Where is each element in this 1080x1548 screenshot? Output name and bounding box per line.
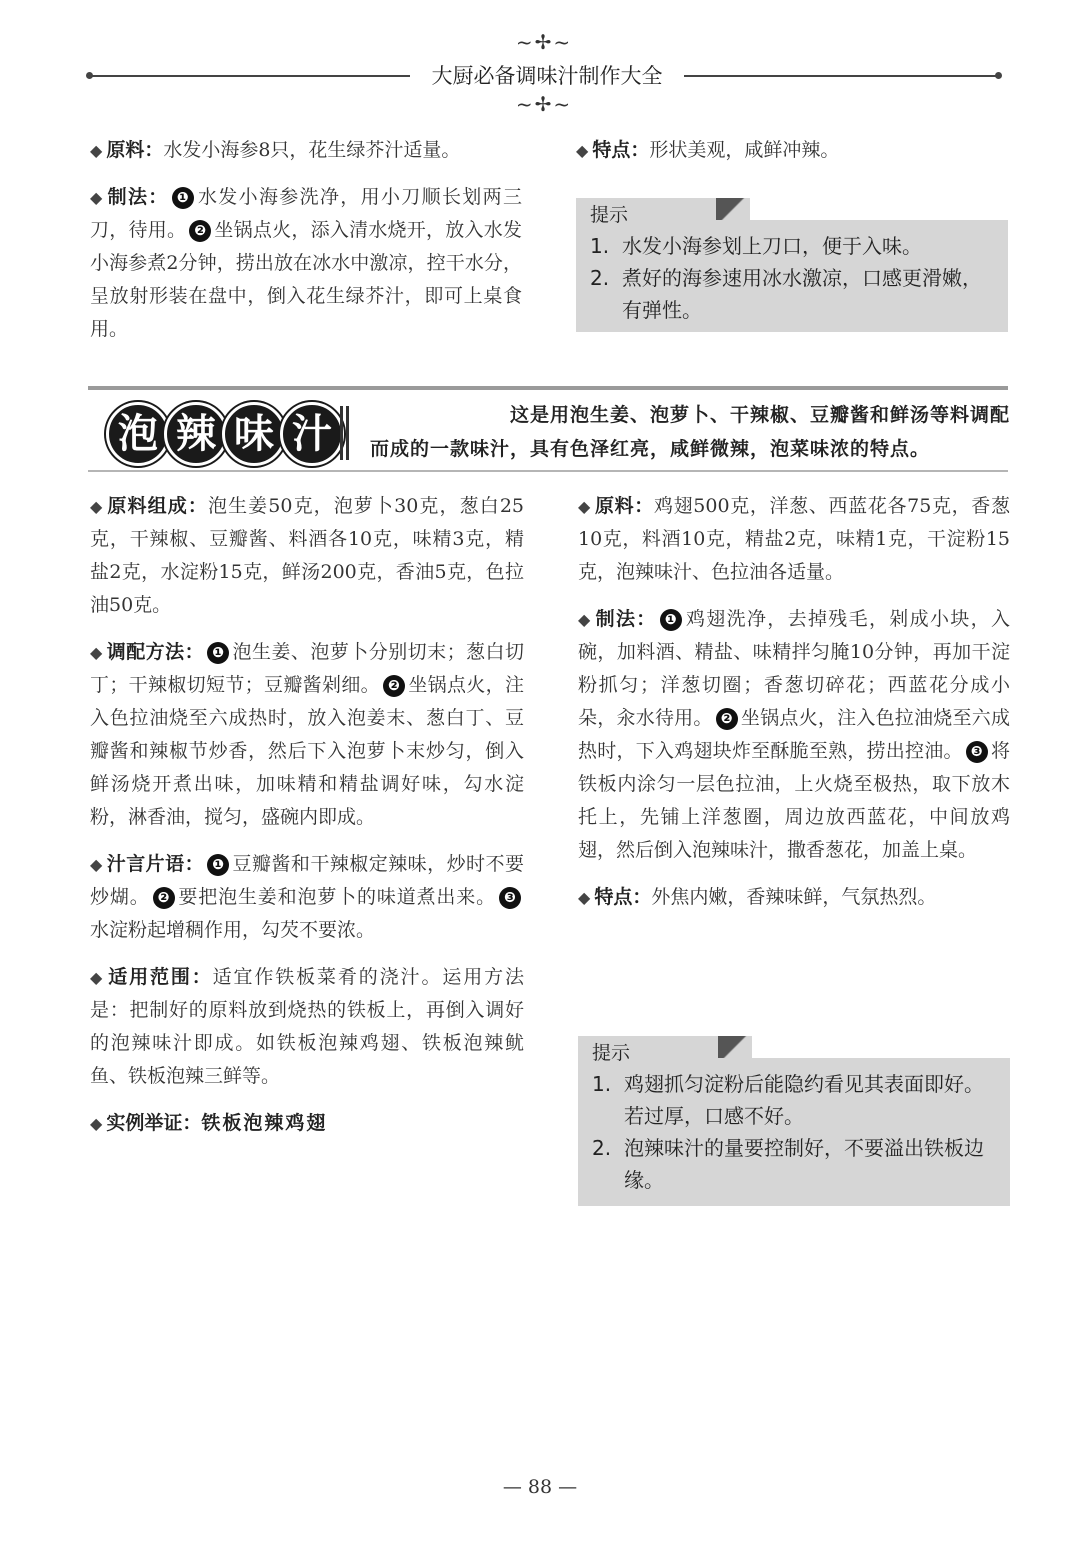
page-number: — 88 —	[502, 1476, 578, 1498]
prep-method	[90, 636, 524, 834]
header-ornament-bottom: ~✢~	[515, 92, 573, 116]
dish-method-step-1: 鸡翅洗净，去掉残毛，剁成小块，入碗，加料酒、精盐、味精拌匀腌10分钟，再加干淀粉抓匀；洋葱切圈；香葱切碎花；西蓝花分成小朵，汆水待用。	[578, 608, 1010, 729]
tip-text: 泡辣味汁的量要控制好，不要溢出铁板边缘。	[624, 1136, 984, 1192]
top-method-step-1: 水发小海参洗净，用小刀顺长划两三刀，待用。	[90, 186, 522, 241]
bullet-icon: ◆	[90, 141, 103, 160]
top-tip-label: 提示	[576, 198, 716, 232]
top-right-column	[576, 134, 1008, 181]
banner-divider	[346, 406, 349, 460]
bullet-icon: ◆	[90, 188, 104, 207]
sauce-title-char: 汁	[280, 402, 344, 466]
prep-step-1: 泡生姜、泡萝卜分别切末；葱白切丁；干辣椒切短节；豆瓣酱剁细。	[90, 641, 524, 696]
bullet-icon: ◆	[576, 141, 589, 160]
tip-text: 水发小海参划上刀口，便于入味。	[622, 234, 922, 258]
dish-tip-label: 提示	[578, 1036, 718, 1070]
bullet-icon: ◆	[90, 855, 103, 874]
header-rule-dot-right	[995, 72, 1002, 79]
dish-tip-box	[578, 1042, 1010, 1206]
top-ingredients	[90, 134, 522, 167]
bullet-icon: ◆	[90, 497, 104, 516]
sauce-title-char: 泡	[106, 402, 170, 466]
bullet-icon: ◆	[90, 643, 103, 662]
dish-ingredients-text: 鸡翅500克，洋葱、西蓝花各75克，香葱10克，料酒10克，精盐2克，味精1克，干淀粉15克，泡辣味汁、色拉油各适量。	[578, 495, 1010, 583]
top-ingredients-label: 原料：	[106, 139, 164, 161]
tip-tab-decoration	[716, 198, 750, 220]
bullet-icon: ◆	[578, 497, 591, 516]
dish-method	[578, 603, 1010, 867]
step-1-icon: ❶	[660, 609, 682, 631]
bullet-icon: ◆	[90, 1114, 103, 1133]
dish-ingredients-label: 原料：	[594, 495, 654, 517]
top-feature-text: 形状美观，咸鲜冲辣。	[649, 139, 840, 161]
usage-label: 适用范围：	[108, 966, 213, 988]
header-rule-left	[88, 75, 410, 77]
top-method-label: 制法：	[107, 186, 169, 208]
tip-item: 1. 鸡翅抓匀淀粉后能隐约看见其表面即好。若过厚，口感不好。	[592, 1068, 998, 1132]
step-3-icon: ❸	[966, 741, 988, 763]
running-header	[88, 30, 1000, 120]
step-2-icon: ❷	[383, 675, 405, 697]
dish-method-step-3: 将铁板内涂匀一层色拉油，上火烧至极热，取下放木托上，先铺上洋葱圈，周边放西蓝花，中间放鸡翅，然后倒入泡辣味汁，撒香葱花，加盖上桌。	[578, 740, 1010, 861]
notes-step-2: 要把泡生姜和泡萝卜的味道煮出来。	[177, 886, 496, 908]
sauce-intro-line-1: 这是用泡生姜、泡萝卜、干辣椒、豆瓣酱和鲜汤等料调配	[509, 404, 1010, 426]
bullet-icon: ◆	[90, 968, 105, 987]
sauce-intro-line-2: 而成的一款味汁，具有色泽红亮，咸鲜微辣，泡菜味浓的特点。	[370, 438, 931, 460]
example-label: 实例举证：	[106, 1112, 202, 1134]
tip-text: 鸡翅抓匀淀粉后能隐约看见其表面即好。若过厚，口感不好。	[624, 1072, 984, 1128]
dish-feature	[578, 881, 1010, 914]
lower-right-column	[578, 490, 1010, 928]
composition-label: 原料组成：	[107, 495, 208, 517]
step-2-icon: ❷	[716, 708, 738, 730]
usage-text: 适宜作铁板菜肴的浇汁。运用方法是：把制好的原料放到烧热的铁板上，再倒入调好的泡辣味汁即成。如铁板泡辣鸡翅、铁板泡辣鱿鱼、铁板泡辣三鲜等。	[90, 966, 524, 1087]
top-tip-list	[576, 220, 1008, 338]
sauce-intro	[370, 398, 1010, 466]
section-rule-bottom	[88, 470, 1008, 472]
notes	[90, 848, 524, 947]
sauce-title-char: 辣	[164, 402, 228, 466]
bullet-icon: ◆	[578, 610, 592, 629]
dish-feature-text: 外焦内嫩，香辣味鲜，气氛热烈。	[651, 886, 937, 908]
prep-step-2: 坐锅点火，注入色拉油烧至六成热时，放入泡姜末、葱白丁、豆瓣酱和辣椒节炒香，然后下入泡萝卜末炒匀，倒入鲜汤烧开煮出味，加味精和精盐调好味，勾水淀粉，淋香油，搅匀，盛碗内即成。	[90, 674, 524, 828]
top-method	[90, 181, 522, 346]
tip-text: 煮好的海参速用冰水激凉，口感更滑嫩，有弹性。	[622, 266, 982, 322]
top-ingredients-text: 水发小海参8只，花生绿芥汁适量。	[163, 139, 461, 161]
top-feature	[576, 134, 1008, 167]
header-rule-dot-left	[86, 72, 93, 79]
tip-tab-decoration	[718, 1036, 752, 1058]
example	[90, 1107, 524, 1140]
composition-text: 泡生姜50克，泡萝卜30克，葱白25克，干辣椒、豆瓣酱、料酒各10克，味精3克，精盐2克，水淀粉15克，鲜汤200克，香油5克，色拉油50克。	[90, 495, 524, 616]
usage	[90, 961, 524, 1093]
dish-ingredients	[578, 490, 1010, 589]
book-title: 大厨必备调味汁制作大全	[431, 64, 663, 88]
bullet-icon: ◆	[578, 888, 591, 907]
top-method-step-2: 坐锅点火，添入清水烧开，放入水发小海参煮2分钟，捞出放在冰水中激凉，控干水分，呈放射形装在盘中，倒入花生绿芥汁，即可上桌食用。	[90, 219, 522, 340]
dish-tip-list	[578, 1058, 1010, 1208]
header-ornament-top: ~✢~	[515, 30, 573, 54]
notes-step-1: 豆瓣酱和干辣椒定辣味，炒时不要炒煳。	[90, 853, 524, 908]
step-3-icon: ❸	[499, 887, 521, 909]
lower-left-column	[90, 490, 524, 1154]
banner-divider	[340, 406, 343, 460]
top-left-column	[90, 134, 522, 360]
tip-item: 2. 泡辣味汁的量要控制好，不要溢出铁板边缘。	[592, 1132, 998, 1196]
step-1-icon: ❶	[207, 642, 229, 664]
step-1-icon: ❶	[207, 854, 229, 876]
section-rule-top	[88, 386, 1008, 390]
sauce-title-char: 味	[222, 402, 286, 466]
top-tip-box	[576, 204, 1008, 332]
tip-item: 1. 水发小海参划上刀口，便于入味。	[590, 230, 996, 262]
dish-feature-label: 特点：	[594, 886, 652, 908]
notes-step-3: 水淀粉起增稠作用，勾芡不要浓。	[90, 919, 376, 941]
step-1-icon: ❶	[172, 187, 194, 209]
notes-label: 汁言片语：	[106, 853, 205, 875]
sauce-title-badge	[106, 402, 338, 466]
composition	[90, 490, 524, 622]
example-dish: 铁板泡辣鸡翅	[201, 1112, 328, 1134]
dish-method-label: 制法：	[595, 608, 657, 630]
top-feature-label: 特点：	[592, 139, 650, 161]
step-2-icon: ❷	[153, 887, 175, 909]
dish-method-step-2: 坐锅点火，注入色拉油烧至六成热时，下入鸡翅块炸至酥脆至熟，捞出控油。	[578, 707, 1010, 762]
header-rule-right	[684, 75, 1000, 77]
step-2-icon: ❷	[189, 220, 211, 242]
prep-method-label: 调配方法：	[106, 641, 205, 663]
tip-item: 2. 煮好的海参速用冰水激凉，口感更滑嫩，有弹性。	[590, 262, 996, 326]
